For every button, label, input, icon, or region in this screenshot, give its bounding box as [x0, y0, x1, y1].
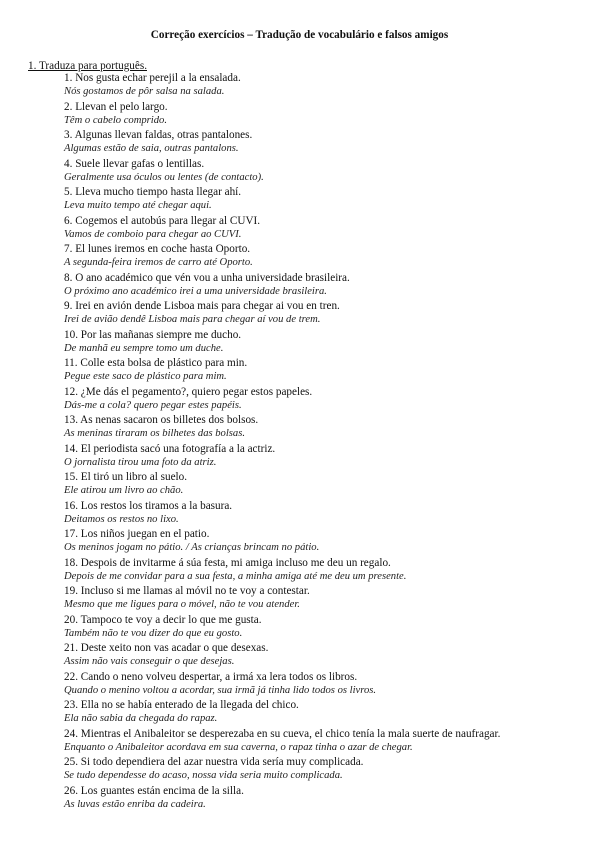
exercise-translation: O jornalista tirou uma foto da atriz.	[64, 456, 217, 468]
exercise-translation: Pegue este saco de plástico para mim.	[64, 371, 227, 383]
section-heading: 1. Traduza para português.	[28, 60, 147, 72]
exercise-translation: As meninas tiraram os bilhetes das bolsas.	[64, 428, 245, 440]
exercise-translation: Algumas estão de saia, outras pantalons.	[64, 143, 239, 155]
exercise-translation: Ela não sabia da chegada do rapaz.	[64, 713, 218, 725]
exercise-source-sentence: 10. Por las mañanas siempre me ducho.	[64, 328, 242, 341]
exercise-source-sentence: 11. Colle esta bolsa de plástico para min.	[64, 357, 248, 369]
exercise-source-sentence: 13. As nenas sacaron os billetes dos bolsos.	[64, 414, 259, 426]
exercise-source-sentence: 25. Si todo dependiera del azar nuestra vida sería muy complicada.	[64, 756, 364, 768]
exercise-translation: Nós gostamos de pôr salsa na salada.	[64, 86, 225, 98]
exercise-translation: Enquanto o Anibaleitor acordava em sua caverna, o rapaz tinha o azar de chegar.	[64, 741, 413, 753]
exercise-source-sentence: 5. Lleva mucho tiempo hasta llegar ahí.	[64, 186, 242, 198]
exercise-source-sentence: 19. Incluso si me llamas al móvil no te voy a contestar.	[64, 585, 310, 597]
exercise-translation: Quando o menino voltou a acordar, sua irmã já tinha lido todos os livros.	[64, 684, 377, 696]
exercise-translation: Mesmo que me ligues para o móvel, não te vou atender.	[64, 599, 300, 611]
exercise-translation: Leva muito tempo até chegar aqui.	[64, 200, 212, 212]
exercise-translation: A segunda-feira iremos de carro até Oporto.	[64, 257, 253, 269]
exercise-source-sentence: 26. Los guantes están encima de la silla.	[64, 784, 244, 797]
exercise-source-sentence: 12. ¿Me dás el pegamento?, quiero pegar estos papeles.	[64, 385, 313, 398]
exercise-source-sentence: 9. Irei en avión dende Lisboa mais para chegar ai vou en tren.	[64, 300, 340, 312]
exercise-source-sentence: 17. Los niños juegan en el patio.	[64, 528, 210, 540]
exercise-translation: Também não te vou dizer do que eu gosto.	[64, 627, 243, 639]
exercise-translation: Depois de me convidar para a sua festa, a minha amiga até me deu um presente.	[64, 570, 407, 582]
exercise-source-sentence: 4. Suele llevar gafas o lentillas.	[64, 157, 205, 170]
exercise-translation: Deitamos os restos no lixo.	[64, 513, 179, 525]
exercise-translation: Dás-me a cola? quero pegar estes papéis.	[64, 399, 242, 411]
document-title: Correção exercícios – Tradução de vocabulário e falsos amigos	[150, 29, 449, 41]
exercise-source-sentence: 18. Despois de invitarme á súa festa, mi amiga incluso me deu un regalo.	[64, 556, 391, 569]
exercise-source-sentence: 16. Los restos los tiramos a la basura.	[64, 499, 233, 512]
exercise-source-sentence: 14. El periodista sacó una fotografía a la actriz.	[64, 442, 276, 455]
exercise-source-sentence: 21. Deste xeito non vas acadar o que desexas.	[64, 642, 269, 654]
exercise-translation: Vamos de comboio para chegar ao CUVI.	[64, 228, 242, 240]
exercise-source-sentence: 1. Nos gusta echar perejil a la ensalada.	[64, 72, 241, 84]
exercise-translation: As luvas estão enriba da cadeira.	[64, 798, 206, 810]
exercise-source-sentence: 23. Ella no se había enterado de la llegada del chico.	[64, 699, 299, 711]
exercise-source-sentence: 15. El tiró un libro al suelo.	[64, 471, 188, 483]
exercise-translation: De manhã eu sempre tomo um duche.	[64, 342, 224, 354]
exercise-translation: Os meninos jogam no pátio. / As crianças brincam no pátio.	[64, 542, 320, 554]
exercise-source-sentence: 3. Algunas llevan faldas, otras pantalones.	[64, 129, 253, 141]
exercise-translation: Ele atirou um livro ao chão.	[64, 485, 184, 497]
exercise-translation: Irei de avião dendê Lisboa mais para chegar aí vou de trem.	[64, 314, 321, 326]
exercise-source-sentence: 2. Llevan el pelo largo.	[64, 100, 168, 113]
exercise-translation: Assim não vais conseguir o que desejas.	[64, 656, 235, 668]
exercise-translation: Se tudo dependesse do acaso, nossa vida seria muito complicada.	[64, 770, 343, 782]
exercise-translation: Geralmente usa óculos ou lentes (de contacto).	[64, 171, 264, 183]
exercise-source-sentence: 8. O ano académico que vén vou a unha universidade brasileira.	[64, 271, 350, 284]
exercise-source-sentence: 24. Mientras el Anibaleitor se desperezaba en su cueva, el chico tenía la mala suerte de naufragar.	[64, 727, 501, 740]
exercise-translation: O próximo ano académico irei a uma universidade brasileira.	[64, 285, 327, 297]
exercise-translation: Têm o cabelo comprido.	[64, 114, 167, 126]
exercise-source-sentence: 6. Cogemos el autobús para llegar al CUVI.	[64, 214, 261, 227]
exercise-source-sentence: 20. Tampoco te voy a decir lo que me gusta.	[64, 613, 262, 626]
exercise-source-sentence: 22. Cando o neno volveu despertar, a irmá xa lera todos os libros.	[64, 670, 358, 683]
exercise-source-sentence: 7. El lunes iremos en coche hasta Oporto.	[64, 243, 251, 255]
exercise-list	[0, 71, 599, 812]
